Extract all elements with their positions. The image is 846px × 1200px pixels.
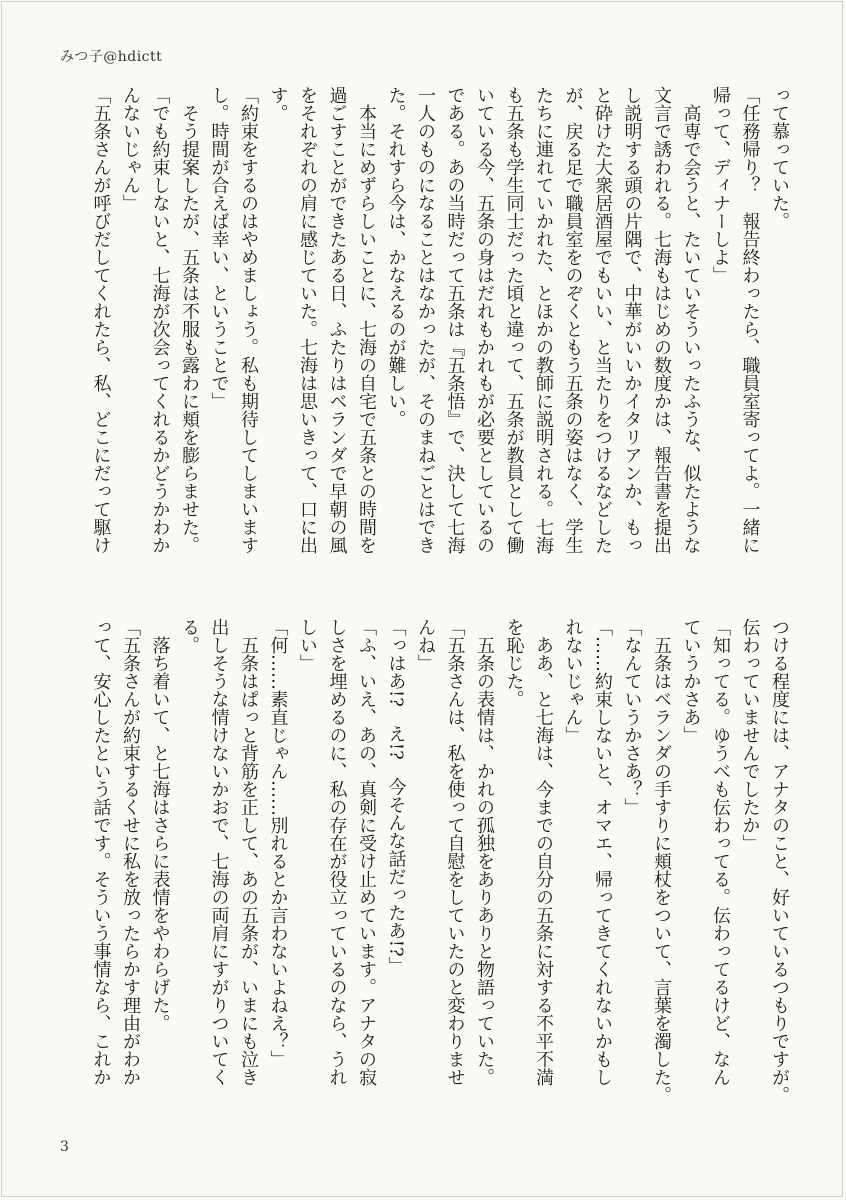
text-column: をそれぞれの肩に感じていた。七海は思いきって、口に出	[297, 86, 318, 554]
text-column: 「なんていうかさあ？」	[621, 618, 643, 816]
text-column: ていうかさあ」	[680, 618, 702, 744]
text-column: 「五条さんが呼びだしてくれたら、私、どこにだって駆け	[90, 86, 112, 554]
text-column: が、戻る足で職員室をのぞくともう五条の姿はなく、学生	[562, 86, 584, 554]
text-block-bottom	[86, 618, 794, 1118]
text-column: と砕けた大衆居酒屋でもいい、と当たりをつけるなどした	[592, 86, 613, 554]
text-column: 「任務帰り？ 報告終わったら、職員室寄ってよ。一緒に	[739, 86, 761, 554]
text-column: 高専で会うと、たいていそういったふうな、似たような	[680, 86, 702, 554]
text-column: 「ふ、いえ、あの、真剣に受け止めています。アナタの寂	[356, 618, 377, 1086]
text-column: 「知ってる。ゆうべも伝わってる。伝わってるけど、なん	[710, 618, 731, 1086]
text-column: しさを埋めるのに、私の存在が役立っているのなら、うれ	[326, 618, 348, 1086]
text-column: た。それすら今は、かなえるのが難しい。	[385, 86, 407, 428]
text-column: 文言で誘われる。七海もはじめの数度かは、報告書を提出	[651, 86, 672, 554]
text-column: しい」	[297, 618, 318, 672]
author-header: みつ子@hdictt	[60, 49, 163, 65]
text-column: 出しそうな情けないかおで、七海の両肩にすがりついてく	[208, 618, 230, 1086]
text-column: んね」	[415, 618, 436, 672]
text-column: 五条の表情は、かれの孤独をありありと物語っていた。	[474, 618, 495, 1086]
text-column: 落ち着いて、と七海はさらに表情をやわらげた。	[149, 618, 171, 1032]
text-column: 一人のものになることはなかったが、そのまねごとはでき	[415, 86, 436, 554]
text-column: 「五条さんが約束するくせに私を放ったらかす理由がわか	[120, 618, 141, 1086]
text-column: 「っはあ!? え!? 今そんな話だったあ!?」	[385, 618, 407, 975]
text-column: も五条も学生同士だった頃と違って、五条が教員として働	[503, 86, 525, 554]
text-column: す。	[267, 86, 289, 122]
text-column: 過ごすことができたある日、ふたりはベランダで早朝の風	[326, 86, 348, 554]
text-column: いている今、五条の身はだれもかれもが必要としているの	[474, 86, 495, 554]
text-column: 五条はぱっと背筋を正して、あの五条が、いまにも泣き	[238, 618, 259, 1086]
text-column: 本当にめずらしいことに、七海の自宅で五条との時間を	[356, 86, 377, 554]
text-column: 「でも約束しないと、七海が次会ってくれるかどうかわか	[149, 86, 171, 554]
text-column: 「五条さんは、私を使って自慰をしていたのと変わりませ	[444, 618, 466, 1086]
text-column: 伝わっていませんでしたか」	[739, 618, 761, 852]
text-block-top	[86, 86, 794, 586]
text-column: し。時間が合えば幸い、ということで」	[208, 86, 230, 410]
text-column: たちに連れていかれた、とほかの教師に説明される。七海	[533, 86, 554, 554]
text-column: そう提案したが、五条は不服も露わに頬を膨らませた。	[179, 86, 200, 554]
text-column: を恥じた。	[503, 618, 525, 708]
text-column: って慕っていた。	[769, 86, 790, 230]
page-number: 3	[60, 1139, 69, 1155]
text-column: って、安心したという話です。そういう事情なら、これか	[90, 618, 112, 1086]
text-column: ああ、と七海は、今までの自分の五条に対する不平不満	[533, 618, 554, 1086]
text-column: 「何……素直じゃん……別れるとか言わないよねえ？」	[267, 618, 289, 1068]
text-column: である。あの当時だって五条は『五条悟』で、決して七海	[444, 86, 466, 554]
text-column: 「約束をするのはやめましょう。私も期待してしまいます	[238, 86, 259, 554]
text-column: 五条はベランダの手すりに頬杖をついて、言葉を濁した。	[651, 618, 672, 1104]
text-column: んないじゃん」	[120, 86, 141, 212]
text-column: れないじゃん」	[562, 618, 584, 744]
text-column: 帰って、ディナーしよ」	[710, 86, 731, 284]
text-column: る。	[179, 618, 200, 654]
text-column: し説明する頭の片隅で、中華がいいかイタリアンか、もっ	[621, 86, 643, 554]
text-column: 「……約束しないと、オマエ、帰ってきてくれないかもし	[592, 618, 613, 1086]
text-column: つける程度には、アナタのこと、好いているつもりですが。	[769, 618, 790, 1104]
